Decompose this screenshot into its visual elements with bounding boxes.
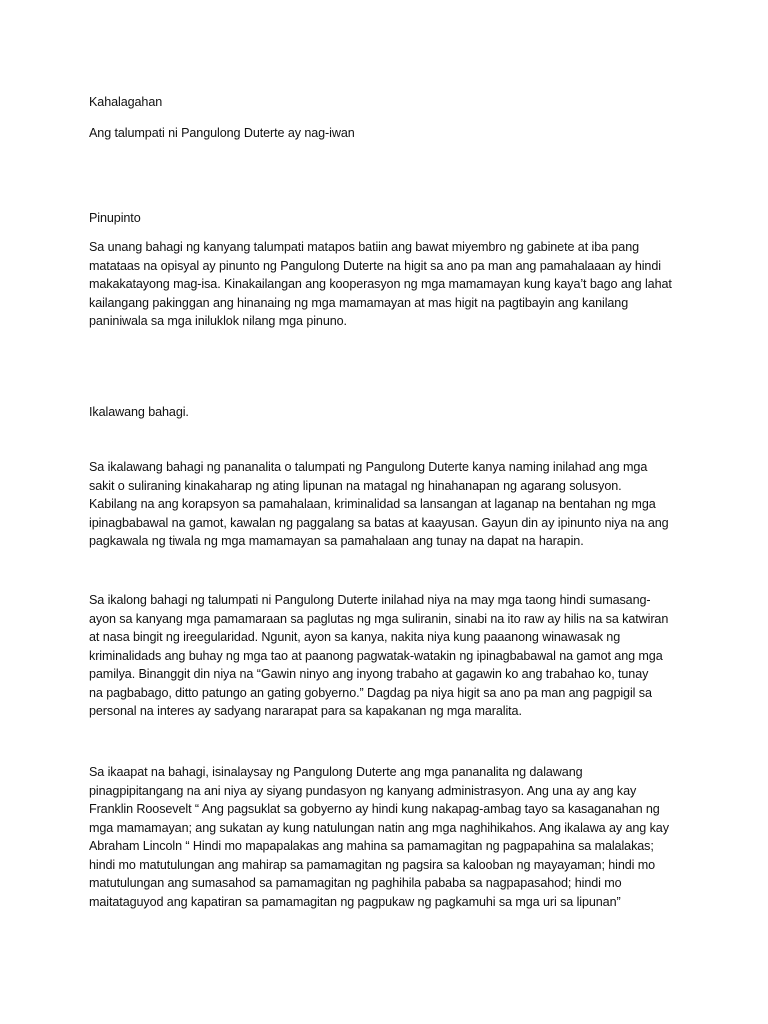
paragraph-line: Kabilang na ang korapsyon sa pamahalaan, kriminalidad sa lansangan at laganap na bentahan ng mga xyxy=(89,497,656,511)
paragraph-line: sakit o suliraning kinakaharap ng ating lipunan na matagal ng hinahanapan ng agarang solusyon. xyxy=(89,478,622,493)
paragraph-line: Sa ikalong bahagi ng talumpati ni Pangulong Duterte inilahad niya na may mga taong hindi sumasang- xyxy=(89,593,651,607)
paragraph-line: hindi mo matutulungan ang mahirap sa pamamagitan ng pagsira sa kalooban ng mayayaman; hindi mo xyxy=(89,857,656,872)
paragraph-line: maitataguyod ang kapatiran sa pamamagitan ng pagpukaw ng pagkamuhi sa mga uri sa lipunan” xyxy=(89,894,621,909)
paragraph-line: pagkawala ng tiwala ng mga mamamayan sa pamahalaan ang tunay na dapat na harapin. xyxy=(89,534,584,548)
paragraph-line: pinagpipitangang na ani niya ay siyang pundasyon ng kanyang administrasyon. Ang una ay ang kay xyxy=(89,783,637,798)
paragraph-line: paniniwala sa mga iniluklok nilang mga pinuno. xyxy=(89,314,347,328)
paragraph-line: personal na interes ay sadyang nararapat para sa kapakanan ng mga maralita. xyxy=(89,704,522,718)
document-heading: Kahalagahan xyxy=(89,95,163,109)
paragraph-line: pamilya. Binanggit din niya na “Gawin ninyo ang inyong trabaho at gagawin ko ang trabahao ko, tunay xyxy=(89,667,649,681)
paragraph-line: na pagbabago, ditto patungo an gating gobyerno.” Dagdag pa niya higit sa ano pa man ang pagpigil sa xyxy=(89,685,652,700)
paragraph-line: Abraham Lincoln “ Hindi mo mapapalakas ang mahina sa pamamagitan ng pagpapahina sa malalakas; xyxy=(89,839,654,853)
section2-paragraph xyxy=(89,458,679,551)
section1-title: Pinupinto xyxy=(89,211,141,225)
paragraph-line: at nasa bingit ng ireegularidad. Ngunit, ayon sa kanya, nakita niya kung paaanong winawasak ng xyxy=(89,630,621,644)
section1-paragraph xyxy=(89,238,679,331)
paragraph-line: ipinagbabawal na gamot, kawalan ng paggalang sa batas at kaayusan. Gayun din ay ipinunto niya na ang xyxy=(89,515,669,530)
paragraph-line: makakatayong mag-isa. Kinakailangan ang kooperasyon ng mga mamamayan kung kaya’t bago ang lahat xyxy=(89,277,672,291)
paragraph-line: Sa unang bahagi ng kanyang talumpati matapos batiin ang bawat miyembro ng gabinete at iba pang xyxy=(89,240,640,254)
document-subheading: Ang talumpati ni Pangulong Duterte ay nag-iwan xyxy=(89,126,355,140)
paragraph-line: matataas na opisyal ay pinunto ng Pangulong Duterte na higit sa ano pa man ang pamahalaaan ay hindi xyxy=(89,258,661,273)
paragraph-line: kriminalidads ang buhay ng mga tao at paanong pagwatak-watakin ng ipinagbabawal na gamot ang mga xyxy=(89,648,663,663)
section4-paragraph xyxy=(89,763,679,911)
paragraph-line: Sa ikalawang bahagi ng pananalita o talumpati ng Pangulong Duterte kanya naming inilahad ang mga xyxy=(89,460,648,474)
paragraph-line: Franklin Roosevelt “ Ang pagsuklat sa gobyerno ay hindi kung nakapag-ambag tayo sa kasaganahan ng xyxy=(89,802,660,816)
paragraph-line: Sa ikaapat na bahagi, isinalaysay ng Pangulong Duterte ang mga pananalita ng dalawang xyxy=(89,765,583,779)
section3-paragraph xyxy=(89,591,679,721)
paragraph-line: kailangang pakinggan ang hinanaing ng mga mamamayan at mas higit na pagtibayin ang kanilang xyxy=(89,295,629,310)
paragraph-line: ayon sa kanyang mga pamamaraan sa paglutas ng mga suliranin, sinabi na ito raw ay hilis na sa katwiran xyxy=(89,611,669,626)
paragraph-line: mga mamamayan; ang sukatan ay kung natulungan natin ang mga naghihikahos. Ang ikalawa ay ang kay xyxy=(89,820,669,835)
section2-title: Ikalawang bahagi. xyxy=(89,405,189,419)
paragraph-line: matutulungan ang sumasahod sa pamamagitan ng paghihila pababa sa nagpapasahod; hindi mo xyxy=(89,876,622,890)
